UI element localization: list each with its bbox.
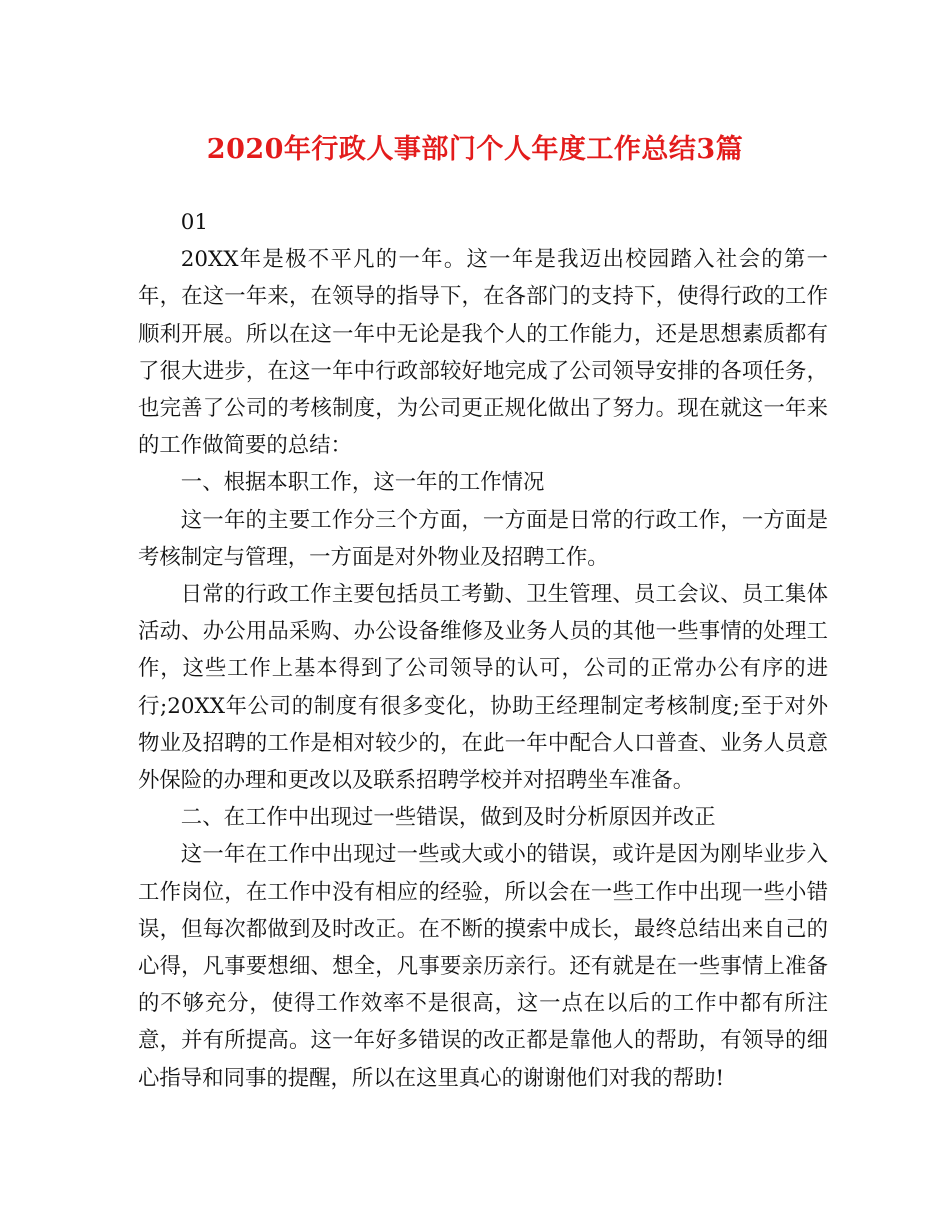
body-paragraph: 这一年在工作中出现过一些或大或小的错误，或许是因为刚毕业步入工作岗位，在工作中没有相应的经验，所以会在一些工作中出现一些小错误，但每次都做到及时改正。在不断的摸索中成长，最终总结出来自己的心得，凡事要想细、想全，凡事要亲历亲行。还有就是在一些事情上准备的不够充分，使得工作效率不是很高，这一点在以后的工作中都有所注意，并有所提高。这一年好多错误的改正都是靠他人的帮助，有领导的细心指导和同事的提醒，所以在这里真心的谢谢他们对我的帮助! xyxy=(138,842,828,1091)
document-title: 2020年行政人事部门个人年度工作总结3篇 xyxy=(206,134,744,165)
document-body xyxy=(138,204,828,1097)
section-number: 01 xyxy=(180,210,209,235)
body-paragraph: 日常的行政工作主要包括员工考勤、卫生管理、员工会议、员工集体活动、办公用品采购、办公设备维修及业务人员的其他一些事情的处理工作，这些工作上基本得到了公司领导的认可，公司的正常办公有序的进行;20XX年公司的制度有很多变化，协助王经理制定考核制度;至于对外物业及招聘的工作是相对较少的，在此一年中配合人口普查、业务人员意外保险的办理和更改以及联系招聘学校并对招聘坐车准备。 xyxy=(138,582,828,794)
section-heading: 二、在工作中出现过一些错误，做到及时分析原因并改正 xyxy=(180,805,716,831)
section-heading: 一、根据本职工作，这一年的工作情况 xyxy=(180,470,545,496)
body-paragraph: 这一年的主要工作分三个方面，一方面是日常的行政工作，一方面是考核制定与管理，一方面是对外物业及招聘工作。 xyxy=(138,507,828,570)
body-paragraph: 20XX年是极不平凡的一年。这一年是我迈出校园踏入社会的第一年，在这一年来，在领导的指导下，在各部门的支持下，使得行政的工作顺利开展。所以在这一年中无论是我个人的工作能力，还是思想素质都有了很大进步，在这一年中行政部较好地完成了公司领导安排的各项任务，也完善了公司的考核制度，为公司更正规化做出了努力。现在就这一年来的工作做简要的总结： xyxy=(138,247,828,459)
